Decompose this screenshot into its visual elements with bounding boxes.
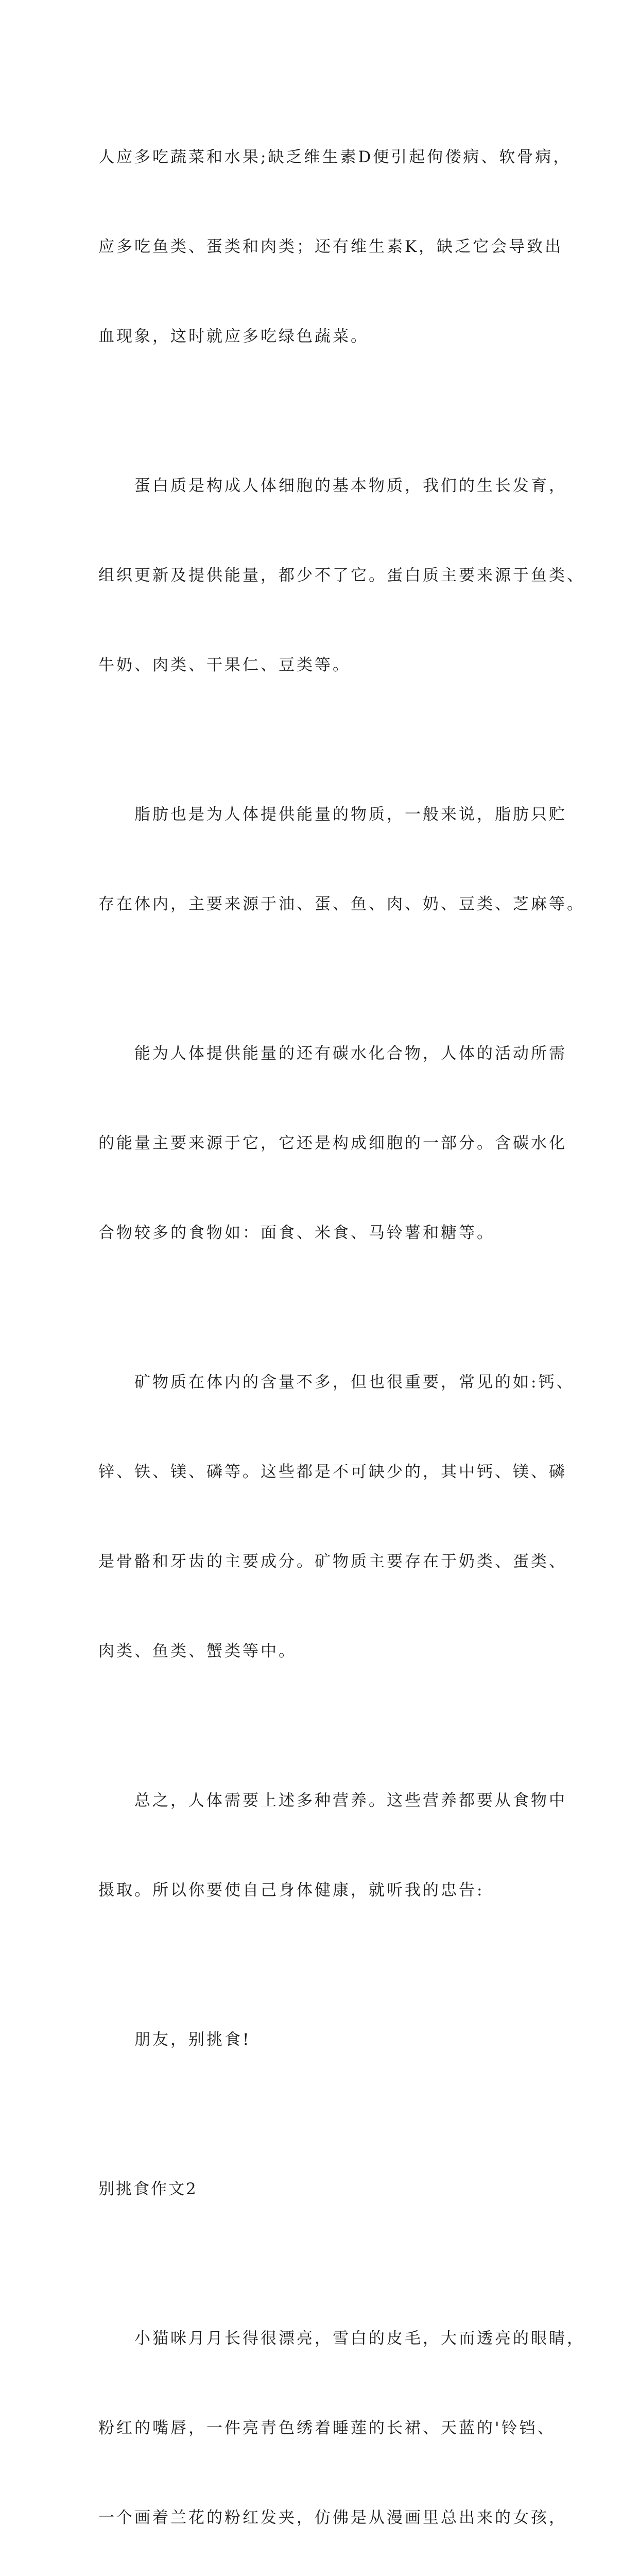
section-heading — [98, 2114, 551, 2264]
paragraph-vitamins — [98, 82, 572, 411]
text-line: 摄取。所以你要使自己身体健康，就听我的忠告: — [98, 1881, 485, 1900]
text-line: 肉类、鱼类、蟹类等中。 — [98, 1642, 297, 1660]
text-line: 应多吃鱼类、蛋类和肉类；还有维生素K，缺乏它会导致出 — [98, 238, 563, 256]
text-line: 总之，人体需要上述多种营养。这些营养都要从食物中 — [98, 1791, 567, 1810]
document-body — [98, 82, 585, 2576]
text-line: 锌、铁、镁、磷等。这些都是不可缺少的，其中钙、镁、磷 — [98, 1463, 567, 1481]
paragraph-protein — [98, 411, 585, 740]
paragraph-summary — [98, 1726, 567, 1965]
text-line: 的能量主要来源于它，它还是构成细胞的一部分。含碳水化 — [98, 1134, 567, 1153]
text-line: 能为人体提供能量的还有碳水化合物，人体的活动所需 — [98, 1044, 567, 1063]
text-line: 牛奶、肉类、干果仁、豆类等。 — [98, 656, 351, 674]
text-line: 朋友，别挑食! — [98, 2030, 251, 2049]
text-line: 粉红的嘴唇，一件亮青色绣着睡莲的长裙、天蓝的'铃铛、 — [98, 2419, 556, 2437]
text-line: 蛋白质是构成人体细胞的基本物质，我们的生长发育， — [98, 477, 567, 495]
text-line: 一个画着兰花的粉红发夹，仿佛是从漫画里总出来的女孩， — [98, 2509, 567, 2527]
paragraph-kitten-story — [98, 2264, 585, 2576]
text-line: 小猫咪月月长得很漂亮，雪白的皮毛，大而透亮的眼睛， — [98, 2329, 585, 2348]
text-line: 是骨骼和牙齿的主要成分。矿物质主要存在于奶类、蛋类、 — [98, 1552, 567, 1571]
paragraph-closing — [98, 1965, 551, 2114]
paragraph-fat — [98, 740, 585, 979]
paragraph-carbohydrates — [98, 979, 567, 1308]
paragraph-minerals — [98, 1308, 575, 1726]
essay-title: 别挑食作文2 — [98, 2180, 198, 2198]
text-line: 组织更新及提供能量，都少不了它。蛋白质主要来源于鱼类、 — [98, 566, 585, 585]
text-line: 血现象，这时就应多吃绿色蔬菜。 — [98, 327, 369, 346]
text-line: 合物较多的食物如：面食、米食、马铃薯和糖等。 — [98, 1224, 495, 1242]
text-line: 脂肪也是为人体提供能量的物质，一般来说，脂肪只贮 — [98, 805, 567, 824]
text-line: 矿物质在体内的含量不多，但也很重要，常见的如:钙、 — [98, 1373, 575, 1392]
text-line: 存在体内，主要来源于油、蛋、鱼、肉、奶、豆类、芝麻等。 — [98, 895, 585, 913]
text-line: 人应多吃蔬菜和水果;缺乏维生素D便引起佝偻病、软骨病， — [98, 148, 572, 166]
